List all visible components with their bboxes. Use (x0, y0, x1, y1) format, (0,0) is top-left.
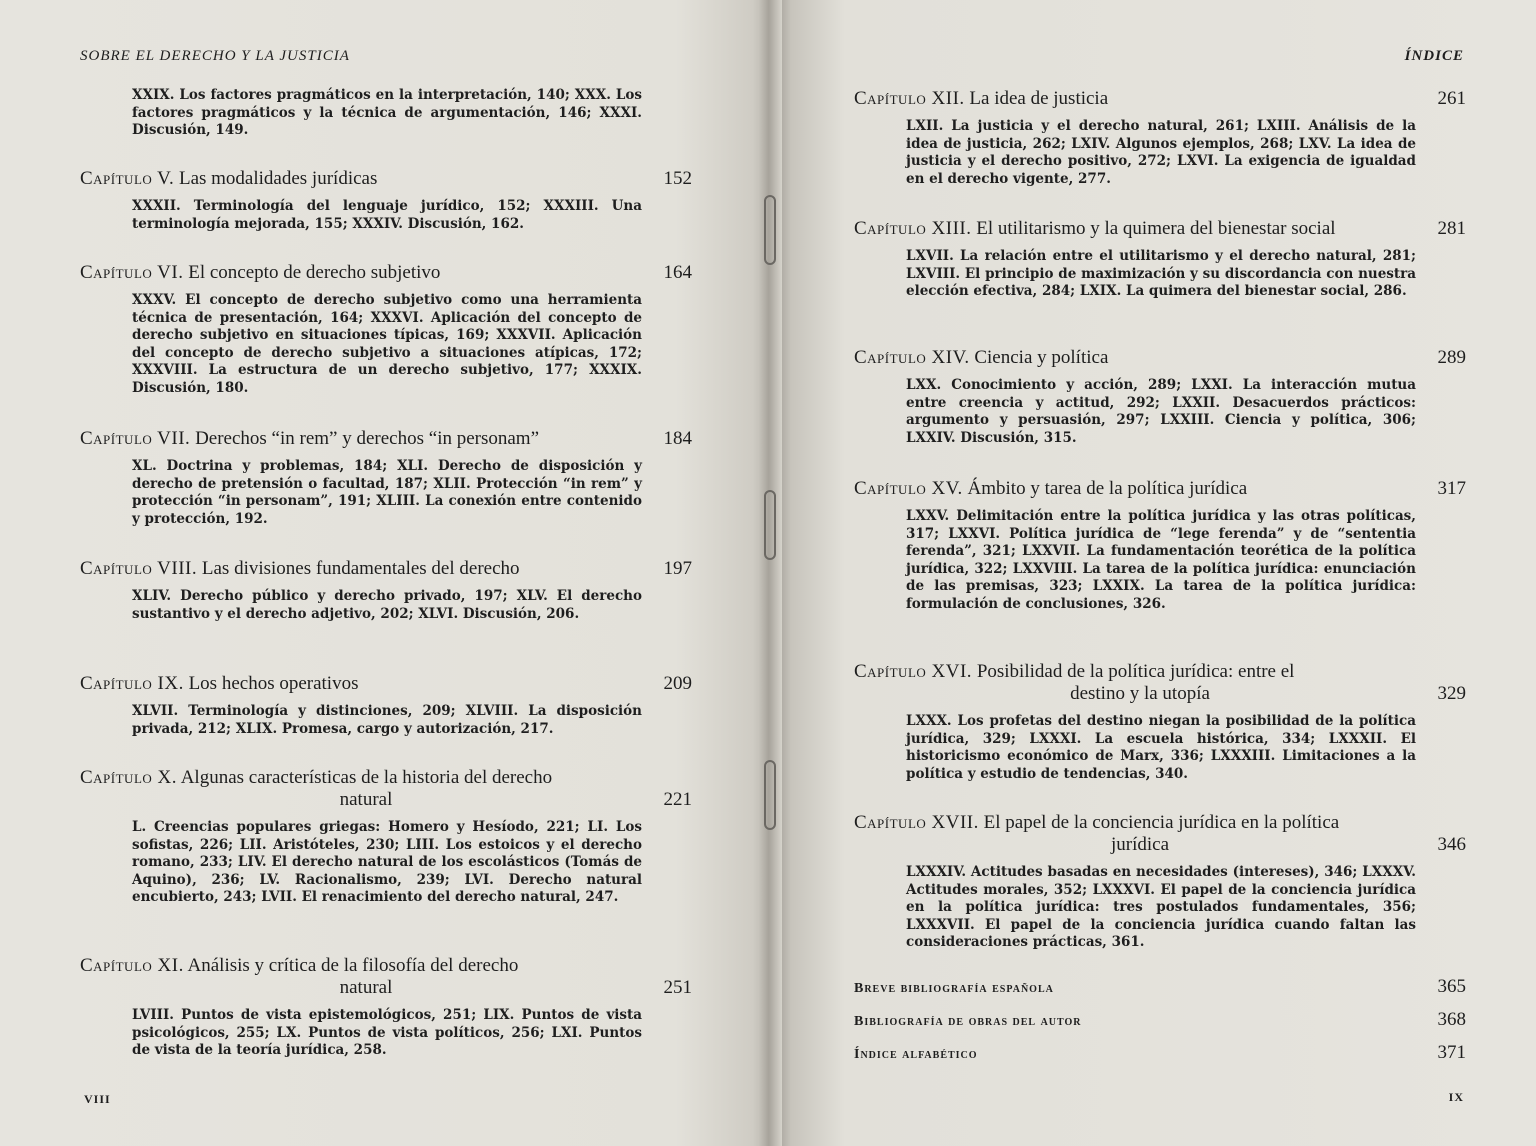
right-page (768, 0, 1536, 1146)
chapter-summary: LXX. Conocimiento y acción, 289; LXXI. La interacción mutua entre creencia y actitud, 292; LXXII. Desacuerdos prácticos: argumento y persuasión, 297; LXXIII. Ciencia y política, 306; LXXIV. Discusión, 315. (906, 377, 1416, 446)
chapter-title: La idea de justicia (969, 88, 1109, 109)
chapter-title: Análisis y crítica de la filosofía del derecho (187, 955, 519, 976)
chapter-label: Capítulo XI. (80, 955, 184, 976)
chapter-summary: LVIII. Puntos de vista epistemológicos, 251; LIX. Puntos de vista psicológicos, 255; LX. Puntos de vista políticos, 256; LXI. Puntos de vista de la teoría jurídica, 258. (132, 1007, 642, 1058)
chapter-title: El concepto de derecho subjetivo (188, 262, 441, 283)
back-matter-label: Bibliografía de obras del autor (854, 1014, 1082, 1029)
chapter-page: 281 (1437, 218, 1466, 239)
chapter-summary: LXII. La justicia y el derecho natural, 261; LXIII. Análisis de la idea de justicia, 262; LXIV. Algunos ejemplos, 268; LXV. La idea de justicia y el derecho positivo, 272; LXVI. La exigencia de igualdad en el derecho vigente, 277. (906, 118, 1416, 187)
chapter-title: El papel de la conciencia jurídica en la política (983, 812, 1340, 833)
chapter-summary: XXIX. Los factores pragmáticos en la interpretación, 140; XXX. Los factores pragmáticos y la técnica de argumentación, 146; XXXI. Discusión, 149. (132, 87, 642, 138)
chapter-summary: XLIV. Derecho público y derecho privado, 197; XLV. El derecho sustantivo y el derecho adjetivo, 202; XLVI. Discusión, 206. (132, 588, 642, 622)
chapter-page: 289 (1437, 347, 1466, 368)
chapter-page: 164 (663, 262, 692, 283)
binding-stitch (764, 490, 776, 560)
chapter-vi (80, 262, 692, 397)
chapter-heading (854, 812, 1466, 856)
chapter-heading (854, 661, 1466, 705)
chapter-page: 251 (663, 977, 692, 998)
binding-stitch (764, 195, 776, 265)
chapter-summary: LXXX. Los profetas del destino niegan la posibilidad de la política jurídica, 329; LXXXI. La escuela histórica, 334; LXXXII. El historicismo económico de Marx, 336; LXXXIII. Limitaciones a la política y estudio de tendencias, 340. (906, 713, 1416, 782)
right-folio: IX (1448, 1090, 1464, 1104)
left-running-head: SOBRE EL DERECHO Y LA JUSTICIA (80, 48, 350, 64)
chapter-title-continued: destino y la utopía (1070, 683, 1210, 704)
chapter-viii (80, 558, 692, 623)
chapter-title-continued: natural (339, 789, 393, 810)
left-folio: VIII (84, 1092, 111, 1106)
binding-stitch (764, 760, 776, 830)
back-matter-page: 368 (1437, 1009, 1466, 1030)
chapter-title-continued: natural (339, 977, 393, 998)
chapter-label: Capítulo X. (80, 767, 177, 788)
chapter-label: Capítulo XII. (854, 88, 965, 109)
back-matter-bibliografia-autor (854, 1009, 1466, 1031)
chapter-summary: XXXV. El concepto de derecho subjetivo como una herramienta técnica de presentación, 164; XXXVI. Aplicación del concepto de derecho subjetivo en situaciones típicas, 169; XXXVII. Aplicación del concepto de derecho subjetivo a situaciones atípicas, 172; XXXVIII. La estructura de un derecho subjetivo, 177; XXXIX. Discusión, 180. (132, 292, 642, 396)
chapter-xv (854, 478, 1466, 613)
chapter-heading (80, 673, 692, 695)
chapter-heading (80, 262, 692, 284)
continued-summary (80, 87, 692, 140)
chapter-heading (80, 168, 692, 190)
back-matter-page: 371 (1437, 1042, 1466, 1063)
chapter-title-continued: jurídica (1110, 834, 1170, 855)
chapter-xvii (854, 812, 1466, 952)
chapter-page: 197 (663, 558, 692, 579)
chapter-title: Posibilidad de la política jurídica: entre el (976, 661, 1295, 682)
chapter-title: Las divisiones fundamentales del derecho (201, 558, 520, 579)
chapter-summary: XXXII. Terminología del lenguaje jurídico, 152; XXXIII. Una terminología mejorada, 155; XXXIV. Discusión, 162. (132, 198, 642, 232)
chapter-page: 346 (1437, 834, 1466, 855)
book-gutter (758, 0, 782, 1146)
chapter-title: Algunas características de la historia del derecho (180, 767, 553, 788)
chapter-label: Capítulo VIII. (80, 558, 198, 579)
chapter-summary: LXVII. La relación entre el utilitarismo y el derecho natural, 281; LXVIII. El principio de maximización y su discordancia con nuestra elección efectiva, 284; LXIX. La quimera del bienestar social, 286. (906, 248, 1416, 299)
chapter-page: 329 (1437, 683, 1466, 704)
chapter-xvi (854, 661, 1466, 783)
chapter-summary: LXXV. Delimitación entre la política jurídica y las otras políticas, 317; LXXVI. Política jurídica de “lege ferenda” y de “sententia ferenda”, 321; LXXVII. La fundamentación teorética de la política jurídica, 322; LXXVIII. La tarea de la política jurídica: enunciación de las premisas, 323; LXXIX. La tarea de la política jurídica: formulación de conclusiones, 326. (906, 508, 1416, 612)
chapter-x (80, 767, 692, 907)
chapter-heading (854, 347, 1466, 369)
chapter-page: 317 (1437, 478, 1466, 499)
chapter-summary: LXXXIV. Actitudes basadas en necesidades (intereses), 346; LXXXV. Actitudes morales, 352; LXXXVI. El papel de la conciencia jurídica en la política jurídica: tres postulados fundamentales, 356; LXXXVII. El papel de la conciencia jurídica cuando faltan las consideraciones prácticas, 361. (906, 864, 1416, 950)
back-matter-indice-alfabetico (854, 1042, 1466, 1064)
chapter-xiv (854, 347, 1466, 447)
back-matter-label: Breve bibliografía española (854, 981, 1054, 996)
chapter-heading (854, 88, 1466, 110)
chapter-page: 152 (663, 168, 692, 189)
back-matter-page: 365 (1437, 976, 1466, 997)
chapter-title: Ciencia y política (974, 347, 1109, 368)
chapter-page: 261 (1437, 88, 1466, 109)
chapter-label: Capítulo XIII. (854, 218, 972, 239)
chapter-label: Capítulo VI. (80, 262, 184, 283)
chapter-summary: L. Creencias populares griegas: Homero y Hesíodo, 221; LI. Los sofistas, 226; LII. Aristóteles, 230; LIII. Los estoicos y el derecho romano, 233; LIV. El derecho natural de los escolásticos (Tomás de Aquino), 236; LV. Racionalismo, 239; LVI. Derecho natural encubierto, 243; LVII. El renacimiento del derecho natural, 247. (132, 819, 642, 905)
chapter-label: Capítulo IX. (80, 673, 184, 694)
chapter-label: Capítulo XIV. (854, 347, 970, 368)
chapter-page: 184 (663, 428, 692, 449)
chapter-page: 209 (663, 673, 692, 694)
chapter-xi (80, 955, 692, 1060)
chapter-xiii (854, 218, 1466, 301)
chapter-vii (80, 428, 692, 528)
chapter-heading (854, 478, 1466, 500)
chapter-heading (80, 767, 692, 811)
chapter-heading (854, 218, 1466, 240)
right-running-head: ÍNDICE (1404, 48, 1464, 64)
chapter-heading (80, 428, 692, 450)
chapter-summary: XL. Doctrina y problemas, 184; XLI. Derecho de disposición y derecho de pretensión o facultad, 187; XLII. Protección “in rem” y protección “in personam”, 191; XLIII. La conexión entre contenido y protección, 192. (132, 458, 642, 527)
chapter-title: Las modalidades jurídicas (178, 168, 378, 189)
chapter-title: El utilitarismo y la quimera del bienestar social (976, 218, 1336, 239)
chapter-label: Capítulo VII. (80, 428, 191, 449)
back-matter-bibliografia-espanola (854, 976, 1466, 998)
chapter-label: Capítulo XVI. (854, 661, 973, 682)
chapter-title: Los hechos operativos (188, 673, 359, 694)
chapter-ix (80, 673, 692, 738)
chapter-heading (80, 955, 692, 999)
chapter-title: Ámbito y tarea de la política jurídica (967, 478, 1248, 499)
chapter-summary: XLVII. Terminología y distinciones, 209; XLVIII. La disposición privada, 212; XLIX. Promesa, cargo y autorización, 217. (132, 703, 642, 737)
chapter-label: Capítulo V. (80, 168, 175, 189)
chapter-heading (80, 558, 692, 580)
chapter-v (80, 168, 692, 233)
back-matter-label: Índice alfabético (854, 1047, 978, 1062)
chapter-label: Capítulo XVII. (854, 812, 979, 833)
chapter-page: 221 (663, 789, 692, 810)
chapter-title: Derechos “in rem” y derechos “in personam” (195, 428, 540, 449)
chapter-label: Capítulo XV. (854, 478, 963, 499)
chapter-xii (854, 88, 1466, 188)
